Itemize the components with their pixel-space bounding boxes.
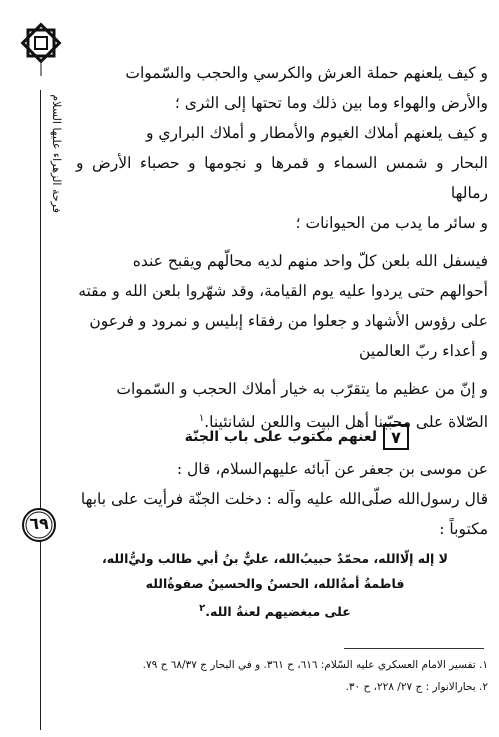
section-number: ٧	[383, 424, 409, 450]
section-title: لعنهم مكتوب على باب الجنّة	[184, 429, 377, 445]
footnote-1: ١. تفسير الامام العسكري عليه السّلام: ٦١٦، ح ٣٦١. و في البحار ج ٦٨/٣٧ ح ٧٩.	[142, 659, 488, 671]
footnotes	[76, 654, 488, 698]
footnote-divider	[344, 648, 484, 649]
decorative-star-ornament-icon	[20, 20, 62, 76]
footnote-2: ٢. بحارالانوار : ج ٢٧/ ٢٢٨، ح ٣٠.	[345, 681, 488, 693]
paragraph-2: و كيف يلعنهم أملاك الغيوم والأمطار و أملاك البراري و البحار و شمس السماء و قمرها و نجومها و حصباء الأرض و رمالها و سائر ما يدب من الحيوانات ؛	[76, 124, 488, 232]
paragraph-4: و إنّ من عظيم ما يتقرّب به خيار أملاك الحجب و السّموات الصّلاة على محبّينا أهل البيت واللعن لشانئينا.$^١$	[116, 380, 488, 432]
paragraph-1: و كيف يلعنهم حملة العرش والكرسي والحجب والسّموات والأرض والهواء وما بين ذلك وما تحتها إلى الثرى ؛	[125, 64, 488, 112]
footnote-ref: ٢	[199, 603, 206, 614]
main-text	[76, 58, 488, 437]
footnote-ref: ١	[198, 413, 205, 424]
gate-inscription: لا إله إلّاالله، محمّدٌ حبيبُ‌الله، عليٌّ بنُ أبي طالب وليُّ‌الله، فاطمةُ أمةُ‌الله، الحسنُ والحسينُ صفوةُ‌الله على مبغضيهم لعنةُ الله.$^٢$	[101, 551, 448, 620]
running-book-title: فرحة الزهراء عليها السلام	[50, 94, 63, 213]
side-rail-line	[40, 90, 41, 730]
paragraph-3: فيسفل الله بلعن كلّ واحد منهم لديه محالّهم ويقبح عنده أحوالهم حتى يردوا عليه يوم القيامة، وقد شهّروا بلعن الله و مقته على رؤوس الأشهاد و جعلوا من رفقاء إبليس و نمرود و فرعون و أعداء ربّ العالمين	[78, 252, 488, 360]
page-number: ٦٩	[29, 514, 49, 533]
section-heading	[89, 424, 409, 450]
narration-text: عن موسى بن جعفر عن آبائه عليهم‌السلام، قال : قال رسول‌الله صلّى‌الله عليه وآله : دخلت الجنّة فرأيت على بابها مكتوباً :	[80, 460, 488, 538]
